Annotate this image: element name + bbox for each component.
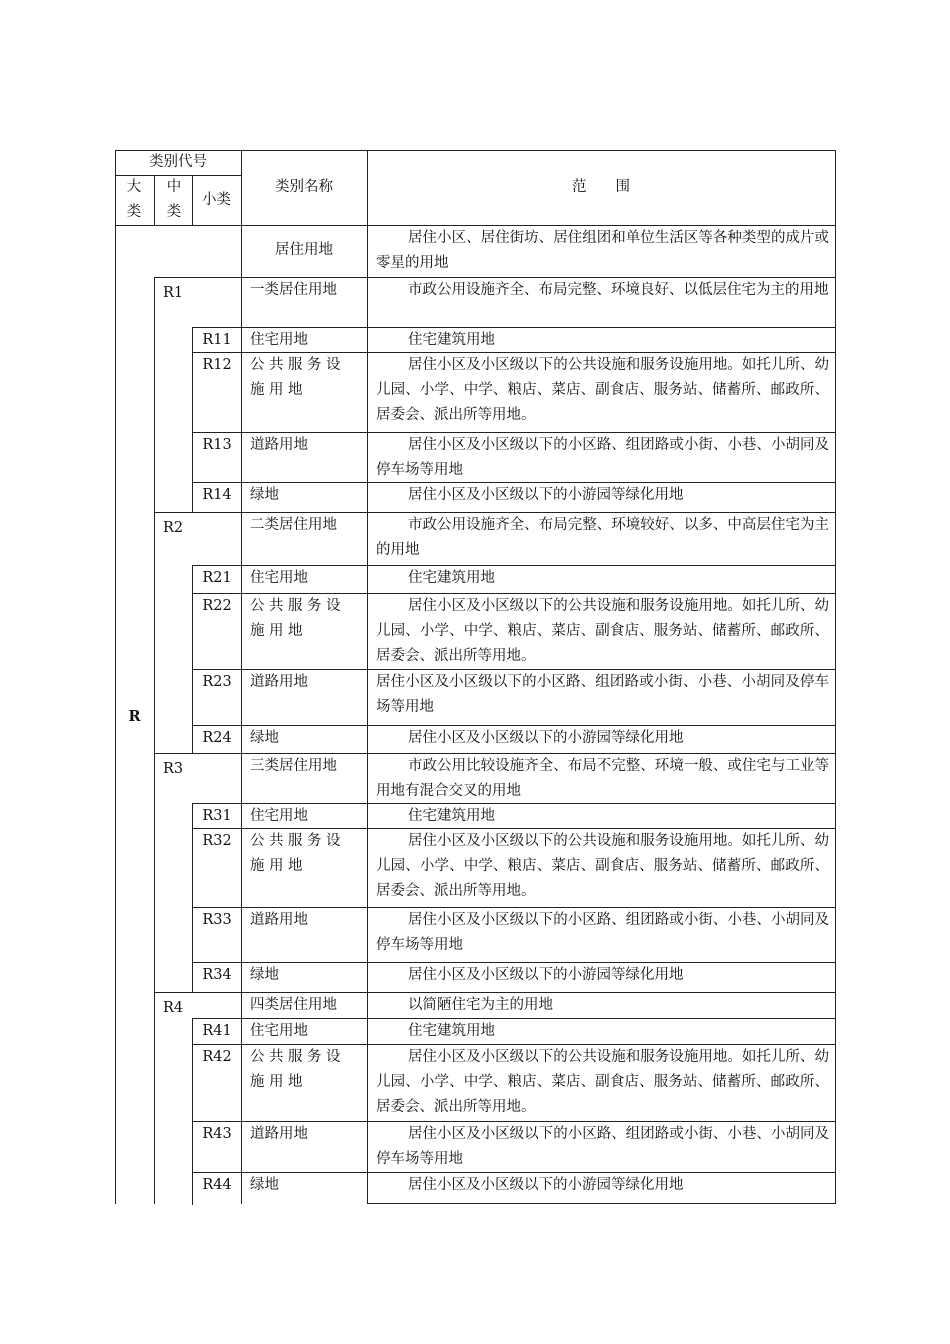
class-scope-description — [376, 1122, 829, 1172]
table-rule — [835, 277, 836, 328]
class-name: 绿地 — [250, 1177, 279, 1193]
table-rule — [241, 150, 242, 225]
table-rule — [241, 277, 242, 328]
description-text: 住宅建筑用地 — [408, 808, 495, 824]
class-scope-description — [376, 278, 829, 303]
class-name: 住宅用地 — [250, 570, 308, 586]
table-rule — [241, 482, 242, 513]
table-rule — [241, 327, 242, 353]
header-code-group: 类别代号 — [149, 154, 207, 170]
table-rule — [154, 1018, 155, 1045]
table-rule — [241, 962, 242, 993]
table-rule — [241, 1121, 242, 1173]
minor-class-code: R24 — [202, 730, 232, 746]
table-rule — [835, 1018, 836, 1045]
table-rule — [154, 565, 155, 594]
table-rule — [835, 753, 836, 804]
table-rule — [241, 828, 242, 908]
class-name: 公共服务设施用地 — [250, 598, 345, 639]
table-rule — [367, 482, 368, 513]
table-rule — [367, 1121, 368, 1173]
minor-class-code: R12 — [202, 357, 232, 373]
class-name: 住宅用地 — [250, 332, 308, 348]
description-text: 居住小区及小区级以下的小区路、组团路或小街、小巷、小胡同及停车场等用地 — [376, 1126, 829, 1167]
table-rule — [367, 512, 368, 566]
table-rule — [154, 992, 155, 1019]
table-rule — [835, 803, 836, 829]
header-medium: 中类 — [166, 179, 182, 220]
description-text: 居住小区及小区级以下的小游园等绿化用地 — [408, 730, 684, 746]
table-rule — [367, 327, 368, 353]
table-rule — [367, 1044, 368, 1122]
class-name: 二类居住用地 — [250, 517, 337, 533]
medium-class-code: R2 — [163, 520, 184, 536]
medium-class-code: R1 — [163, 285, 184, 301]
table-rule — [367, 1018, 368, 1045]
table-rule — [241, 753, 242, 804]
table-rule — [835, 482, 836, 513]
class-scope-description — [376, 594, 829, 669]
table-rule — [835, 565, 836, 594]
table-rule — [835, 828, 836, 908]
class-scope-description — [376, 754, 829, 804]
minor-class-code: R22 — [202, 598, 232, 614]
description-text: 居住小区及小区级以下的公共设施和服务设施用地。如托儿所、幼儿园、小学、中学、粮店、菜店、副食店、服务站、储蓄所、邮政所、居委会、派出所等用地。 — [376, 833, 829, 899]
table-rule — [835, 512, 836, 566]
description-text: 居住小区及小区级以下的小游园等绿化用地 — [408, 487, 684, 503]
class-scope-description — [376, 1045, 829, 1120]
description-text: 住宅建筑用地 — [408, 332, 495, 348]
description-text: 以简陋住宅为主的用地 — [408, 997, 553, 1013]
class-scope-description — [376, 226, 829, 276]
table-rule — [835, 150, 836, 225]
table-rule — [835, 327, 836, 353]
class-name: 绿地 — [250, 730, 279, 746]
table-rule — [835, 962, 836, 993]
description-text: 居住小区及小区级以下的小游园等绿化用地 — [408, 967, 684, 983]
class-scope-description — [376, 829, 829, 904]
table-rule — [241, 669, 242, 726]
table-rule — [241, 352, 242, 433]
class-name: 公共服务设施用地 — [250, 833, 345, 874]
table-rule — [241, 907, 242, 963]
class-name: 三类居住用地 — [250, 758, 337, 774]
minor-class-code: R31 — [202, 808, 232, 824]
table-rule — [192, 175, 193, 225]
minor-class-code: R43 — [202, 1126, 232, 1142]
minor-class-code: R21 — [202, 570, 232, 586]
class-scope-description — [376, 670, 829, 720]
minor-class-code: R33 — [202, 912, 232, 928]
table-rule — [241, 803, 242, 829]
minor-class-code: R32 — [202, 833, 232, 849]
class-scope-description — [376, 566, 829, 591]
class-scope-description — [376, 328, 829, 353]
table-rule — [367, 803, 368, 829]
description-text: 居住小区、居住街坊、居住组团和单位生活区等各种类型的成片或零星的用地 — [376, 230, 829, 271]
medium-class-code: R3 — [163, 761, 184, 777]
table-rule — [835, 1044, 836, 1122]
table-rule — [367, 593, 368, 670]
table-rule — [241, 1044, 242, 1122]
class-scope-description — [376, 963, 829, 988]
table-rule — [154, 1121, 155, 1173]
table-rule — [154, 175, 155, 225]
table-rule — [367, 225, 368, 278]
table-rule — [367, 992, 368, 1019]
class-scope-description — [376, 726, 829, 751]
class-name: 住宅用地 — [250, 1023, 308, 1039]
description-text: 住宅建筑用地 — [408, 1023, 495, 1039]
description-text: 居住小区及小区级以下的公共设施和服务设施用地。如托儿所、幼儿园、小学、中学、粮店、菜店、副食店、服务站、储蓄所、邮政所、居委会、派出所等用地。 — [376, 1049, 829, 1115]
minor-class-code: R41 — [202, 1023, 232, 1039]
table-rule — [115, 150, 116, 1204]
description-text: 居住小区及小区级以下的公共设施和服务设施用地。如托儿所、幼儿园、小学、中学、粮店、菜店、副食店、服务站、储蓄所、邮政所、居委会、派出所等用地。 — [376, 598, 829, 664]
minor-class-code: R42 — [202, 1049, 232, 1065]
class-name: 居住用地 — [275, 242, 333, 258]
table-rule — [154, 432, 155, 483]
table-rule — [241, 725, 242, 754]
class-name: 一类居住用地 — [250, 282, 337, 298]
class-scope-description — [376, 483, 829, 508]
table-rule — [367, 1203, 836, 1204]
table-rule — [154, 803, 155, 829]
table-rule — [115, 150, 836, 151]
table-rule — [367, 828, 368, 908]
table-rule — [835, 1172, 836, 1203]
table-rule — [367, 753, 368, 804]
table-rule — [367, 432, 368, 483]
table-rule — [154, 277, 155, 328]
class-name: 四类居住用地 — [250, 997, 337, 1013]
table-rule — [367, 1172, 368, 1204]
table-rule — [835, 593, 836, 670]
table-rule — [367, 565, 368, 594]
description-text: 市政公用比较设施齐全、布局不完整、环境一般、或住宅与工业等用地有混合交叉的用地 — [376, 758, 829, 799]
table-rule — [241, 1172, 242, 1204]
class-name: 道路用地 — [250, 912, 308, 928]
table-rule — [154, 482, 155, 513]
table-rule — [241, 1018, 242, 1045]
table-rule — [154, 593, 155, 670]
description-text: 居住小区及小区级以下的小游园等绿化用地 — [408, 1177, 684, 1193]
class-scope-description — [376, 1019, 829, 1044]
table-rule — [241, 512, 242, 566]
table-rule — [367, 907, 368, 963]
table-rule — [835, 669, 836, 726]
table-rule — [154, 352, 155, 433]
description-text: 市政公用设施齐全、布局完整、环境良好、以低层住宅为主的用地 — [408, 282, 829, 298]
table-rule — [241, 565, 242, 594]
description-text: 市政公用设施齐全、布局完整、环境较好、以多、中高层住宅为主的用地 — [376, 517, 829, 558]
table-rule — [154, 907, 155, 963]
table-rule — [241, 432, 242, 483]
description-text: 住宅建筑用地 — [408, 570, 495, 586]
class-scope-description — [376, 513, 829, 563]
table-rule — [115, 175, 241, 176]
class-name: 绿地 — [250, 967, 279, 983]
class-scope-description — [376, 908, 829, 958]
minor-class-code: R23 — [202, 674, 232, 690]
class-scope-description — [376, 804, 829, 829]
table-rule — [154, 753, 155, 804]
table-rule — [835, 725, 836, 754]
header-name: 类别名称 — [275, 179, 333, 195]
table-rule — [154, 828, 155, 908]
table-rule — [154, 725, 155, 754]
header-scope: 范 围 — [572, 179, 630, 195]
table-rule — [367, 725, 368, 754]
class-name: 公共服务设施用地 — [250, 357, 345, 398]
table-rule — [835, 432, 836, 483]
class-name: 公共服务设施用地 — [250, 1049, 345, 1090]
table-rule — [154, 512, 155, 566]
class-scope-description — [376, 993, 829, 1018]
table-rule — [367, 277, 368, 328]
description-text: 居住小区及小区级以下的小区路、组团路或小街、小巷、小胡同及停车场等用地 — [376, 912, 829, 953]
table-rule — [154, 327, 155, 353]
class-name: 道路用地 — [250, 437, 308, 453]
class-scope-description — [376, 433, 829, 483]
medium-class-code: R4 — [163, 1000, 184, 1016]
table-rule — [835, 225, 836, 278]
class-scope-description — [376, 353, 829, 428]
table-rule — [241, 593, 242, 670]
class-name: 绿地 — [250, 487, 279, 503]
minor-class-code: R34 — [202, 967, 232, 983]
minor-class-code: R11 — [202, 332, 232, 348]
table-rule — [154, 1172, 155, 1204]
class-name: 道路用地 — [250, 674, 308, 690]
table-rule — [154, 962, 155, 993]
minor-class-code: R14 — [202, 487, 232, 503]
table-rule — [367, 669, 368, 726]
table-rule — [835, 907, 836, 963]
minor-class-code: R44 — [202, 1177, 232, 1193]
table-rule — [835, 1121, 836, 1173]
table-rule — [154, 669, 155, 726]
table-rule — [154, 1044, 155, 1122]
header-minor: 小类 — [202, 192, 231, 208]
table-rule — [835, 992, 836, 1019]
class-name: 道路用地 — [250, 1126, 308, 1142]
table-rule — [241, 992, 242, 1019]
description-text: 居住小区及小区级以下的公共设施和服务设施用地。如托儿所、幼儿园、小学、中学、粮店、菜店、副食店、服务站、储蓄所、邮政所、居委会、派出所等用地。 — [376, 357, 829, 423]
table-rule — [835, 352, 836, 433]
major-class-code: R — [128, 708, 141, 725]
table-rule — [367, 962, 368, 993]
header-major: 大类 — [126, 179, 142, 220]
description-text: 居住小区及小区级以下的小区路、组团路或小街、小巷、小胡同及停车场等用地 — [376, 674, 829, 715]
table-rule — [367, 352, 368, 433]
minor-class-code: R13 — [202, 437, 232, 453]
class-scope-description — [376, 1173, 829, 1198]
table-rule — [367, 150, 368, 225]
description-text: 居住小区及小区级以下的小区路、组团路或小街、小巷、小胡同及停车场等用地 — [376, 437, 829, 478]
class-name: 住宅用地 — [250, 808, 308, 824]
